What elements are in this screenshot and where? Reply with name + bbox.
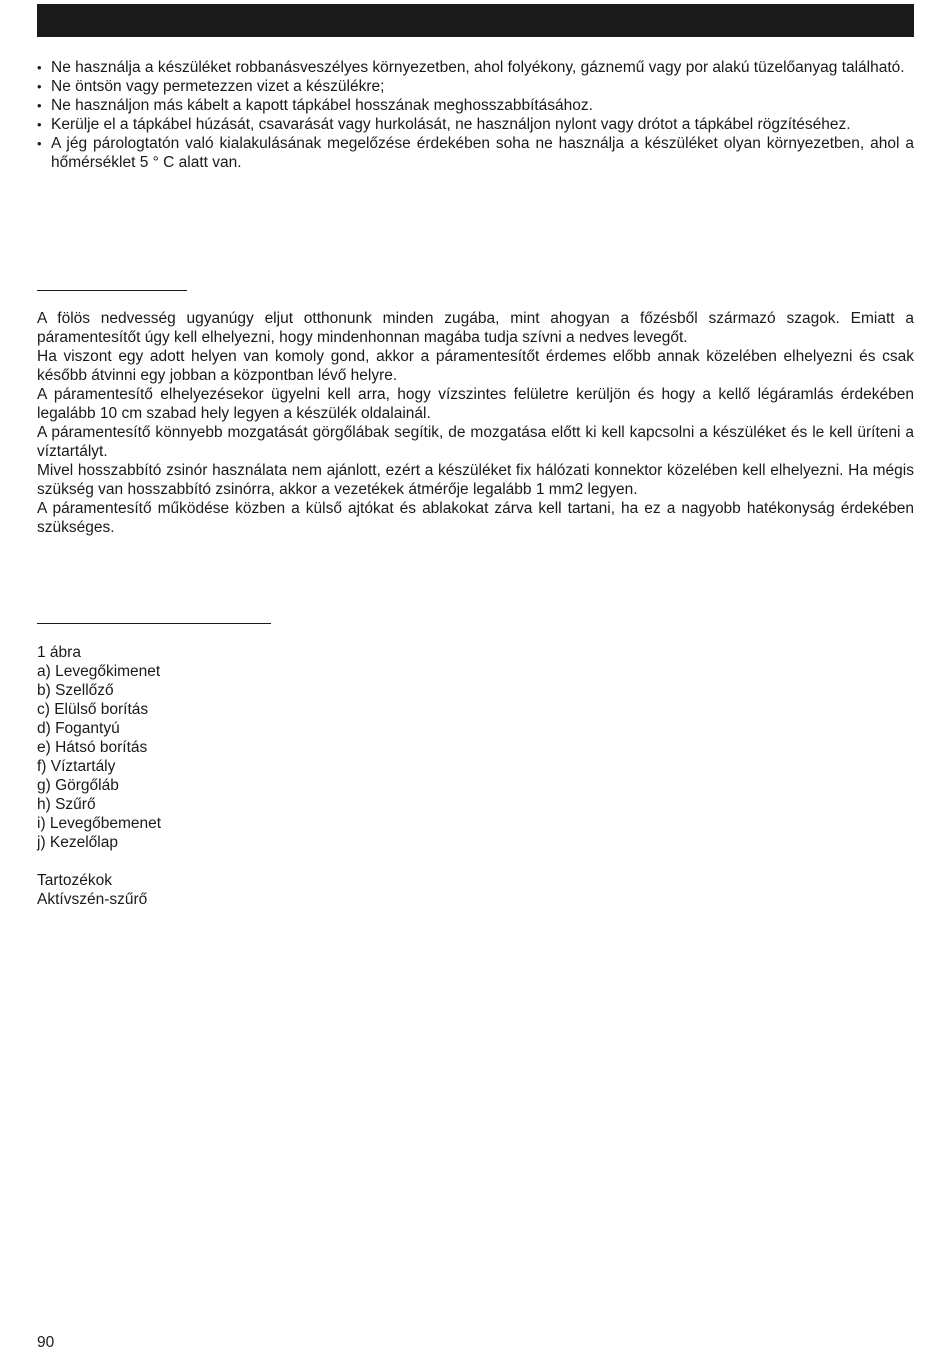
warning-item: • Kerülje el a tápkábel húzását, csavarását vagy hurkolását, ne használjon nylont vagy drótot a tápkábel rögzítéséhez.: [37, 115, 914, 134]
section-divider: [37, 623, 271, 624]
legend-item: f) Víztartály: [37, 758, 116, 775]
warning-item: • Ne öntsön vagy permetezzen vizet a készülékre;: [37, 77, 914, 96]
warning-item: • A jég párologtatón való kialakulásának megelőzése érdekében soha ne használja a készüléket olyan környezetben, ahol a hőmérséklet 5 ° C alatt van.: [37, 134, 914, 172]
figure-title: 1 ábra: [37, 644, 81, 661]
accessory-item: Aktívszén-szűrő: [37, 891, 148, 908]
accessories-section: [37, 871, 437, 909]
page-number: 90: [37, 1334, 55, 1351]
placement-instructions: [37, 309, 914, 537]
legend-item: b) Szellőző: [37, 682, 114, 699]
paragraph: Mivel hosszabbító zsinór használata nem ajánlott, ezért a készüléket fix hálózati konnektor közelében kell elhelyezni. Ha mégis szükség van hosszabbító zsinórra, akkor a vezetékek átmérője legalább 1 mm2 legyen.: [37, 462, 914, 498]
paragraph: A fölös nedvesség ugyanúgy eljut otthonunk minden zugába, mint ahogyan a főzésből származó szagok. Emiatt a páramentesítőt úgy kell elhelyezni, hogy mindenhonnan magába tudja szívni a nedves levegőt.: [37, 310, 914, 346]
legend-item: d) Fogantyú: [37, 720, 120, 737]
figure-legend: [37, 643, 437, 852]
safety-warnings-list: [37, 58, 914, 172]
warning-item: • Ne használja a készüléket robbanásveszélyes környezetben, ahol folyékony, gáznemű vagy por alakú tüzelőanyag található.: [37, 58, 914, 77]
legend-item: a) Levegőkimenet: [37, 663, 161, 680]
legend-item: j) Kezelőlap: [37, 834, 118, 851]
legend-item: g) Görgőláb: [37, 777, 119, 794]
legend-item: c) Elülső borítás: [37, 701, 149, 718]
legend-item: e) Hátsó borítás: [37, 739, 148, 756]
section-divider: [37, 290, 187, 291]
legend-item: h) Szűrő: [37, 796, 96, 813]
paragraph: A páramentesítő könnyebb mozgatását görgőlábak segítik, de mozgatása előtt ki kell kapcsolni a készüléket és le kell üríteni a víztartályt.: [37, 424, 914, 460]
legend-item: i) Levegőbemenet: [37, 815, 162, 832]
paragraph: Ha viszont egy adott helyen van komoly gond, akkor a páramentesítőt érdemes előbb annak közelében elhelyezni és csak később átvinni egy jobban a központban lévő helyre.: [37, 348, 914, 384]
paragraph: A páramentesítő elhelyezésekor ügyelni kell arra, hogy vízszintes felületre kerüljön és hogy a kellő légáramlás érdekében legalább 10 cm szabad hely legyen a készülék oldalainál.: [37, 386, 914, 422]
accessories-heading: Tartozékok: [37, 872, 112, 889]
warning-item: • Ne használjon más kábelt a kapott tápkábel hosszának meghosszabbításához.: [37, 96, 914, 115]
section-header-bar: [37, 4, 914, 37]
paragraph: A páramentesítő működése közben a külső ajtókat és ablakokat zárva kell tartani, ha ez a nagyobb hatékonyság érdekében szükséges.: [37, 500, 914, 536]
